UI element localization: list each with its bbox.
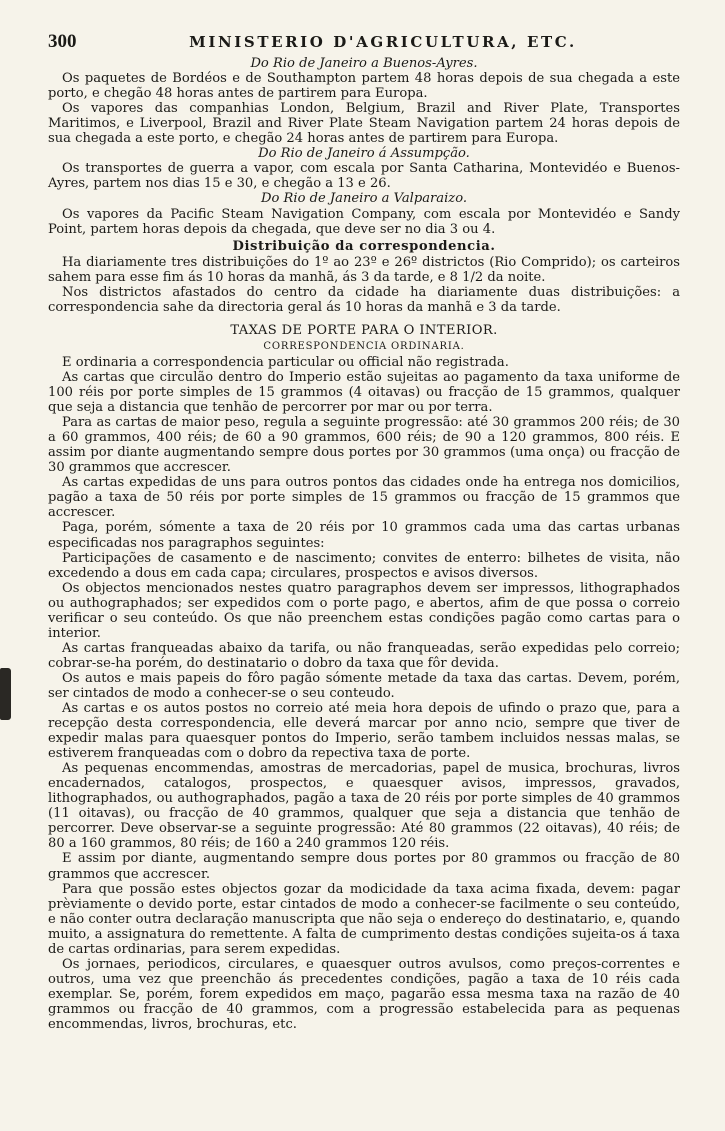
paragraph: Paga, porém, sómente a taxa de 20 réis por 10 grammos cada uma das cartas urbanas especificadas nos paragraphos seguintes: [48, 520, 680, 551]
paragraph: Os objectos mencionados nestes quatro paragraphos devem ser impressos, lithographados ou authographados; ser expedidos com o porte pago, e abertos, afim de que possa o correio verificar o seu conteúdo. Os que não preenchem estas condições pagão como cartas para o interior. [48, 580, 680, 641]
paragraph: As cartas que circulão dentro do Imperio estão sujeitas ao pagamento da taxa uniforme de 100 réis por porte simples de 15 grammos (4 oitavas) ou fracção de 15 grammos, qualquer que seja a distancia que tenhão de percorrer por mar ou por terra. [48, 369, 680, 416]
section-title: TAXAS DE PORTE PARA O INTERIOR. [230, 322, 498, 338]
paragraph: Os autos e mais papeis do fôro pagão sómente metade da taxa das cartas. Devem, porém, ser cintados de modo a conhecer-se o seu conteudo. [48, 670, 680, 701]
page-number: 300 [48, 31, 77, 52]
paragraph: E assim por diante, augmentando sempre dous portes por 80 grammos ou fracção de 80 grammos que accrescer. [48, 851, 680, 882]
paragraph: As cartas e os autos postos no correio até meia hora depois de ufindo o prazo que, para a recepção desta correspondencia, elle deverá marcar por anno ncio, sempre que tiver de expedir malas para quaesquer pontos do Imperio, serão tambem incluidos nessas malas, se estiverem franqueadas com o dobro da repectiva taxa de porte. [48, 701, 680, 762]
paragraph: Para as cartas de maior peso, regula a seguinte progressão: até 30 grammos 200 réis; de 30 a 60 grammos, 400 réis; de 60 a 90 grammos, 600 réis; de 90 a 120 grammos, 800 réis. E assim por diante augmentando sempre dous portes por 30 grammos (uma onça) ou fracção de 30 grammos que accrescer. [48, 415, 680, 476]
paragraph: Os transportes de guerra a vapor, com escala por Santa Catharina, Montevidéo e Buenos-Ayres, partem nos dias 15 e 30, e chegão a 13 e 26. [48, 161, 680, 192]
running-title: MINISTERIO D'AGRICULTURA, ETC. [189, 33, 577, 51]
document-page [48, 31, 680, 1032]
route-title: Do Rio de Janeiro a Buenos-Ayres. [250, 56, 478, 72]
page-header [48, 31, 680, 52]
rates-section [48, 323, 680, 1032]
paragraph: Participações de casamento e de nascimento; convites de enterro: bilhetes de visita, não excedendo a dous em cada capa; circulares, prospectos e avisos diversos. [48, 550, 680, 581]
paragraph: Os vapores das companhias London, Belgium, Brazil and River Plate, Transportes Maritimos, e Liverpool, Brazil and River Plate Steam Navigation partem 24 horas depois de sua chegada a este porto, e chegão 24 horas antes de partirem para Europa. [48, 101, 680, 147]
route-valparaizo [48, 191, 680, 236]
paragraph: E ordinaria a correspondencia particular ou official não registrada. [62, 354, 509, 370]
section-subtitle: CORRESPONDENCIA ORDINARIA. [263, 340, 465, 352]
paragraph: Ha diariamente tres distribuições do 1º ao 23º e 26º districtos (Rio Comprido); os carteiros sahem para esse fim ás 10 horas da manhã, ás 3 da tarde, e 8 1/2 da noite. [48, 254, 680, 285]
paragraph: As pequenas encommendas, amostras de mercadorias, papel de musica, brochuras, livros encadernados, catalogos, prospectos, e quaesquer avisos, impressos, gravados, lithographados, ou authographados, pagão a taxa de 20 réis por porte simples de 40 grammos (11 oitavas), ou fracção de 40 grammos, qualquer que seja a distancia que tenhão de percorrer. Deve observar-se a seguinte progressão: Até 80 grammos (22 oitavas), 40 réis; de 80 a 160 grammos, 80 réis; de 160 a 240 grammos 120 réis. [48, 761, 680, 852]
paragraph: Para que possão estes objectos gozar da modicidade da taxa acima fixada, devem: pagar prèviamente o devido porte, estar cintados de modo a conhecer-se facilmente o seu conteúdo, e não conter outra declaração manuscripta que não seja o endereço do destinatario, e, quando muito, a assignatura do remettente. A falta de cumprimento destas condições sujeita-os á taxa de cartas ordinarias, para serem expedidas. [48, 881, 680, 957]
paragraph: As cartas expedidas de uns para outros pontos das cidades onde ha entrega nos domicilios, pagão a taxa de 50 réis por porte simples de 15 grammos ou fracção de 15 grammos que accrescer. [48, 475, 680, 521]
route-title: Do Rio de Janeiro á Assumpção. [258, 146, 470, 162]
route-assumpcao [48, 146, 680, 191]
paragraph: As cartas franqueadas abaixo da tarifa, ou não franqueadas, serão expedidas pelo correio; cobrar-se-ha porém, do destinatario o dobro da taxa que fôr devida. [48, 640, 680, 671]
route-title: Do Rio de Janeiro a Valparaizo. [260, 191, 468, 207]
paragraph: Os vapores da Pacific Steam Navigation Company, com escala por Montevidéo e Sandy Point, partem horas depois da chegada, que deve ser no dia 3 ou 4. [48, 206, 680, 237]
paragraph: Os jornaes, periodicos, circulares, e quaesquer outros avulsos, como preços-correntes e outros, uma vez que preenchão ás precedentes condições, pagão a taxa de 10 réis cada exemplar. Se, porém, forem expedidos em maço, pagarão essa mesma taxa na razão de 40 grammos ou fracção de 40 grammos, com a progressão estabelecida para as pequenas encommendas, livros, brochuras, etc. [48, 956, 680, 1032]
route-buenos-ayres [48, 56, 680, 146]
paragraph: Nos districtos afastados do centro da cidade ha diariamente duas distribuições: a correspondencia sahe da directoria geral ás 10 horas da manhã e 3 da tarde. [48, 284, 680, 315]
section-title: Distribuição da correspondencia. [232, 238, 496, 254]
binding-mark [0, 668, 11, 720]
paragraph: Os paquetes de Bordéos e de Southampton partem 48 horas depois de sua chegada a este porto, e chegão 48 horas antes de partirem para Europa. [48, 71, 680, 102]
distribution-section [48, 239, 680, 315]
